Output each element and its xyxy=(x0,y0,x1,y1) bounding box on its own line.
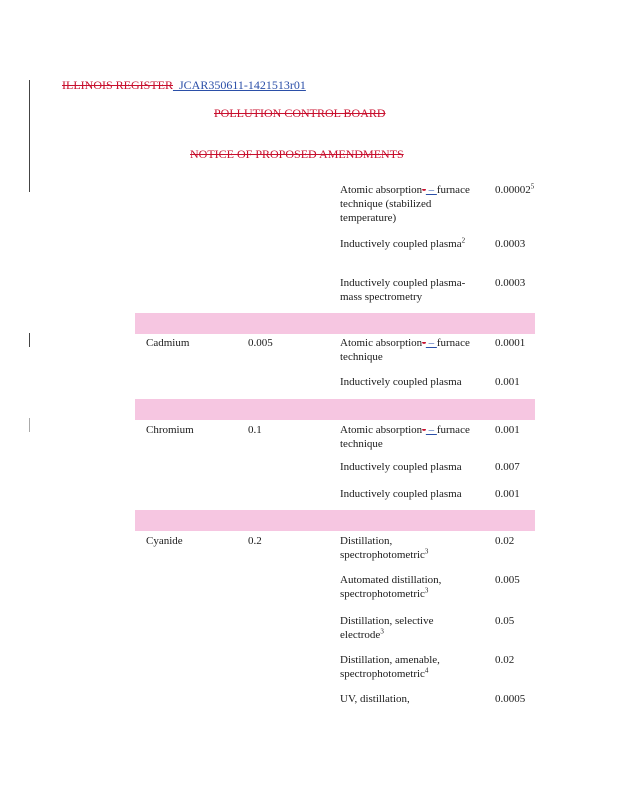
mdl-cell: 0.0003 xyxy=(495,277,526,289)
mdl-cell: 0.05 xyxy=(495,615,515,627)
register-deleted-text: ILLINOIS REGISTER xyxy=(62,78,173,92)
mdl-cell: 0.001 xyxy=(495,488,520,500)
method-cell: Distillation, spectrophotometric$^3$ xyxy=(340,535,429,561)
method-cell: Atomic absorption- – furnace technique (stabilized temperature) xyxy=(340,184,470,224)
mcl-cell: 0.1 xyxy=(248,424,262,436)
agency-title: POLLUTION CONTROL BOARD xyxy=(214,106,386,120)
mdl-cell: 0.005 xyxy=(495,574,520,586)
method-cell: Inductively coupled plasma xyxy=(340,376,462,388)
change-bar xyxy=(29,80,30,192)
method-cell: Atomic absorption- – furnace technique xyxy=(340,337,470,363)
mdl-cell: 0.02 xyxy=(495,654,515,666)
mdl-cell: 0.001 xyxy=(495,376,520,388)
notice-title: NOTICE OF PROPOSED AMENDMENTS xyxy=(190,147,404,161)
method-cell: Inductively coupled plasma$^2$ xyxy=(340,236,466,250)
method-cell: UV, distillation, xyxy=(340,693,410,705)
mdl-cell: 0.00002$^5$ xyxy=(495,182,535,196)
mdl-cell: 0.0005 xyxy=(495,693,526,705)
method-cell: Inductively coupled plasma-mass spectrometry xyxy=(340,277,466,303)
mcl-cell: 0.2 xyxy=(248,535,262,547)
register-inserted-text: _JCAR350611-1421513r01 xyxy=(173,78,306,92)
register-header xyxy=(62,78,306,93)
change-bar xyxy=(29,333,30,347)
mcl-cell: 0.005 xyxy=(248,337,273,349)
row-band xyxy=(135,510,535,531)
contaminant-cell: Cadmium xyxy=(146,337,190,349)
contaminant-cell: Chromium xyxy=(146,424,194,436)
method-cell: Distillation, amenable, spectrophotometric$^4$ xyxy=(340,654,440,680)
contaminant-cell: Cyanide xyxy=(146,535,183,547)
method-cell: Distillation, selective electrode$^3$ xyxy=(340,615,434,641)
mdl-cell: 0.0003 xyxy=(495,238,526,250)
mdl-cell: 0.0001 xyxy=(495,337,526,349)
change-bar xyxy=(29,418,30,432)
mdl-cell: 0.007 xyxy=(495,461,520,473)
method-cell: Inductively coupled plasma xyxy=(340,488,462,500)
method-cell: Atomic absorption- – furnace technique xyxy=(340,424,470,450)
row-band xyxy=(135,313,535,334)
row-band xyxy=(135,399,535,420)
mdl-cell: 0.02 xyxy=(495,535,515,547)
method-cell: Inductively coupled plasma xyxy=(340,461,462,473)
mdl-cell: 0.001 xyxy=(495,424,520,436)
method-cell: Automated distillation, spectrophotometric$^3$ xyxy=(340,574,442,600)
